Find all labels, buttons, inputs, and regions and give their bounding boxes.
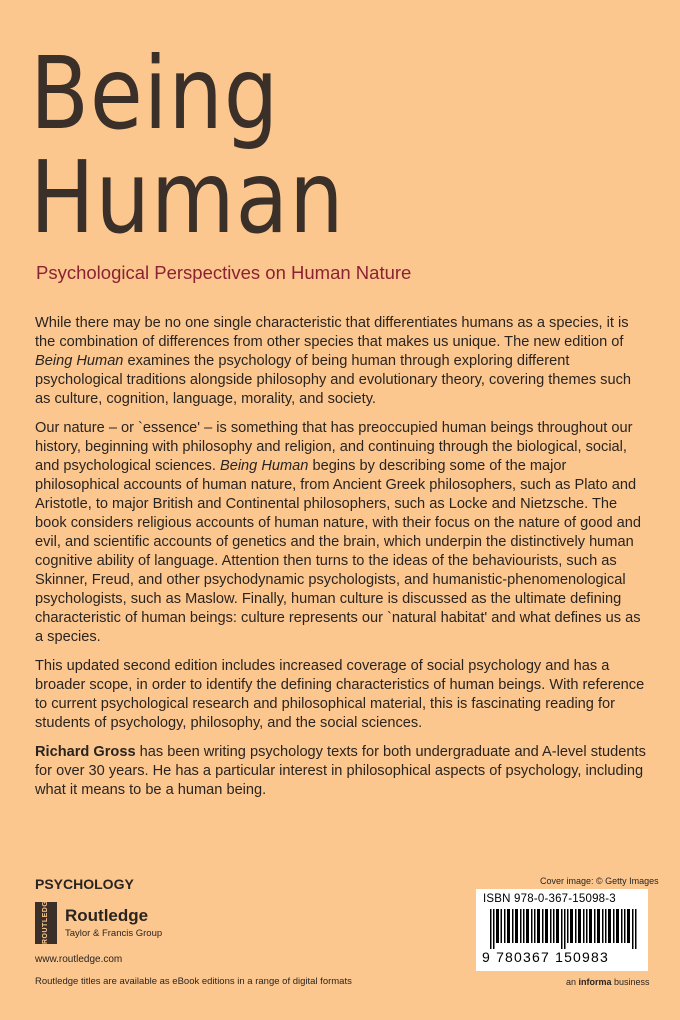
book-subtitle: Psychological Perspectives on Human Nature [36, 262, 412, 283]
blurb-paragraph-1: While there may be no one single characteristic that differentiates humans as a species, it is the combination of differences from other species that makes us unique. The new edition of Being Human examines the psychology of being human through exploring different psychological traditions alongside philosophy and evolutionary theory, covering themes such as culture, cognition, language, morality, and society. [35, 315, 631, 407]
author-name: Richard Gross [35, 744, 136, 760]
author-bio: Richard Gross has been writing psychology texts for both undergraduate and A-level students for over 30 years. He has a particular interest in philosophical aspects of psychology, including what it means to be a human being. [35, 744, 646, 798]
blurb [35, 314, 649, 810]
cover-credit: Cover image: © Getty Images [540, 876, 659, 886]
book-title [30, 35, 396, 256]
isbn-text: ISBN 978-0-367-15098-3 [483, 893, 616, 905]
ebook-note: Routledge titles are available as eBook editions in a range of digital formats [35, 976, 352, 987]
category-label: PSYCHOLOGY [35, 876, 134, 892]
publisher-name: Routledge [65, 906, 149, 925]
blurb-paragraph-2: Our nature – or `essence' – is something that has preoccupied human beings throughout our history, beginning with philosophy and religion, and continuing through the biological, social, and psychological sciences. Being Human begins by describing some of the major philosophical accounts of human nature, from Ancient Greek philosophers, such as Plato and Aristotle, to major British and Continental philosophers, such as Locke and Nietzsche. The book considers religious accounts of human nature, with their focus on the nature of good and evil, and scientific accounts of genetics and the brain, which underpin the distinctively human cognitive ability of language. Attention then turns to the ideas of the behaviourists, such as Skinner, Freud, and other psychodynamic psychologists, and humanistic-phenomenological psychologists, such as Maslow. Finally, human culture is discussed as the ultimate defining characteristic of human beings: culture represents our `natural habitat' and what defines us as a species. [35, 420, 642, 645]
title-line-1: Being [30, 35, 280, 152]
informa-credit: an informa business [566, 977, 650, 987]
routledge-mark-icon: ROUTLEDGE [35, 902, 57, 944]
barcode-icon [490, 909, 638, 949]
routledge-logo [35, 895, 255, 944]
blurb-paragraph-3: This updated second edition includes increased coverage of social psychology and has a broader scope, in order to identify the defining characteristics of human beings. With reference to current psychological research and philosophical material, this is fascinating reading for students of psychology, philosophy, and the social sciences. [35, 658, 645, 731]
barcode-box [476, 889, 648, 971]
title-line-2: Human [30, 139, 345, 256]
publisher-url: www.routledge.com [35, 954, 123, 965]
barcode-digits: 9 780367 150983 [482, 949, 609, 965]
publisher-group: Taylor & Francis Group [65, 928, 163, 939]
